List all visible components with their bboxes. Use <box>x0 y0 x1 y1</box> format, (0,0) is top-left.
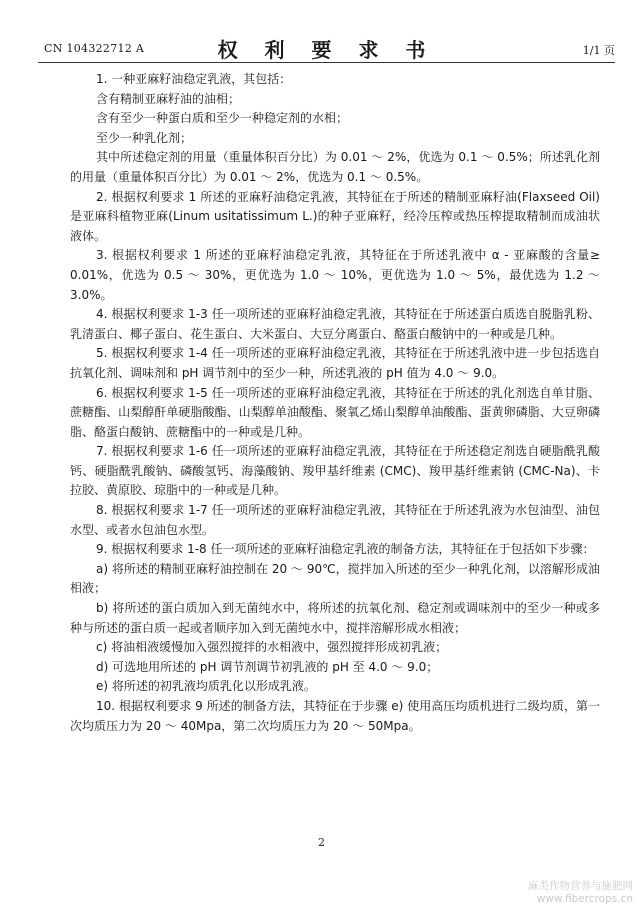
header-divider <box>38 62 615 63</box>
claim-paragraph: 3. 根据权利要求 1 所述的亚麻籽油稳定乳液，其特征在于所述乳液中 α - 亚麻酸的含量≥ 0.01%，优选为 0.5 ～ 30%，更优选为 1.0 ～ 10%，更优选为 1.0 ～ 5%，最优选为 1.2 ～ 3.0%。 <box>70 248 600 302</box>
claim-paragraph: 1. 一种亚麻籽油稳定乳液，其包括： <box>96 72 292 86</box>
claim-paragraph: 其中所述稳定剂的用量（重量体积百分比）为 0.01 ～ 2%，优选为 0.1 ～ 0.5%；所述乳化剂的用量（重量体积百分比）为 0.01 ～ 2%，优选为 0.1 ～ 0.5%。 <box>70 150 600 184</box>
claim-paragraph: 10. 根据权利要求 9 所述的制备方法，其特征在于步骤 e) 使用高压均质机进行二级均质，第一次均质压力为 20 ～ 40Mpa，第二次均质压力为 20 ～ 50Mpa。 <box>70 699 600 733</box>
claim-step: b) 将所述的蛋白质加入到无菌纯水中，将所述的抗氧化剂、稳定剂或调味剂中的至少一种或多种与所述的蛋白质一起或者顺序加入到无菌纯水中，搅拌溶解形成水相液； <box>70 601 600 635</box>
claim-paragraph: 6. 根据权利要求 1-5 任一项所述的亚麻籽油稳定乳液，其特征在于所述的乳化剂选自单甘脂、蔗糖酯、山梨醇酐单硬脂酸酯、山梨醇单油酸酯、聚氧乙烯山梨醇单油酸酯、蛋黄卵磷脂、大豆卵磷脂、酪蛋白酸钠、蔗糖酯中的一种或是几种。 <box>70 385 600 439</box>
claim-paragraph: 4. 根据权利要求 1-3 任一项所述的亚麻籽油稳定乳液，其特征在于所述蛋白质选自脱脂乳粉、乳清蛋白、椰子蛋白、花生蛋白、大米蛋白、大豆分离蛋白、酪蛋白酸钠中的一种或是几种。 <box>70 307 600 341</box>
watermark <box>528 880 633 906</box>
claim-paragraph: 2. 根据权利要求 1 所述的亚麻籽油稳定乳液，其特征在于所述的精制亚麻籽油(Flaxseed Oil)是亚麻科植物亚麻(Linum usitatissimum L.)的种子亚麻籽，经冷压榨或热压榨提取精制而成油状液体。 <box>70 189 600 243</box>
claims-body <box>70 70 600 736</box>
claim-paragraph: 至少一种乳化剂； <box>96 130 193 145</box>
claim-paragraph: 含有精制亚麻籽油的油相； <box>96 91 241 106</box>
claim-step: a) 将所述的精制亚麻籽油控制在 20 ～ 90℃，搅拌加入所述的至少一种乳化剂，以溶解形成油相液； <box>70 561 600 596</box>
claim-step: d) 可选地用所述的 pH 调节剂调节初乳液的 pH 至 4.0 ～ 9.0； <box>96 659 439 674</box>
document-title: 权 利 要 求 书 <box>217 38 436 62</box>
page-indicator: 1/1 页 <box>582 44 615 57</box>
claim-paragraph: 7. 根据权利要求 1-6 任一项所述的亚麻籽油稳定乳液，其特征在于所述稳定剂选自硬脂酰乳酸钙、硬脂酰乳酸钠、磷酸氢钙、海藻酸钠、羧甲基纤维素 (CMC)、羧甲基纤维素钠 (CMC-Na)、卡拉胶、黄原胶、琼脂中的一种或是几种。 <box>70 444 600 498</box>
document-header <box>38 34 615 62</box>
claim-paragraph: 9. 根据权利要求 1-8 任一项所述的亚麻籽油稳定乳液的制备方法，其特征在于包括如下步骤： <box>96 542 595 557</box>
claim-paragraph: 5. 根据权利要求 1-4 任一项所述的亚麻籽油稳定乳液，其特征在于所述乳液中进一步包括选自抗氧化剂、调味剂和 pH 调节剂中的至少一种，所述乳液的 pH 值为 4.0 ～ 9.0。 <box>70 346 600 380</box>
claim-step: c) 将油相液缓慢加入强烈搅拌的水相液中，强烈搅拌形成初乳液； <box>96 640 448 655</box>
page-number: 2 <box>318 836 325 849</box>
watermark-site-name: 麻类作物营养与施肥网 <box>528 880 633 892</box>
watermark-url: www.fibercrops.cn <box>536 893 633 905</box>
claim-paragraph: 含有至少一种蛋白质和至少一种稳定剂的水相； <box>96 111 349 126</box>
publication-number: CN 104322712 A <box>44 42 145 55</box>
claim-step: e) 将所述的初乳液均质乳化以形成乳液。 <box>96 679 316 694</box>
claim-paragraph: 8. 根据权利要求 1-7 任一项所述的亚麻籽油稳定乳液，其特征在于所述乳液为水包油型、油包水型、或者水包油包水型。 <box>70 503 600 537</box>
